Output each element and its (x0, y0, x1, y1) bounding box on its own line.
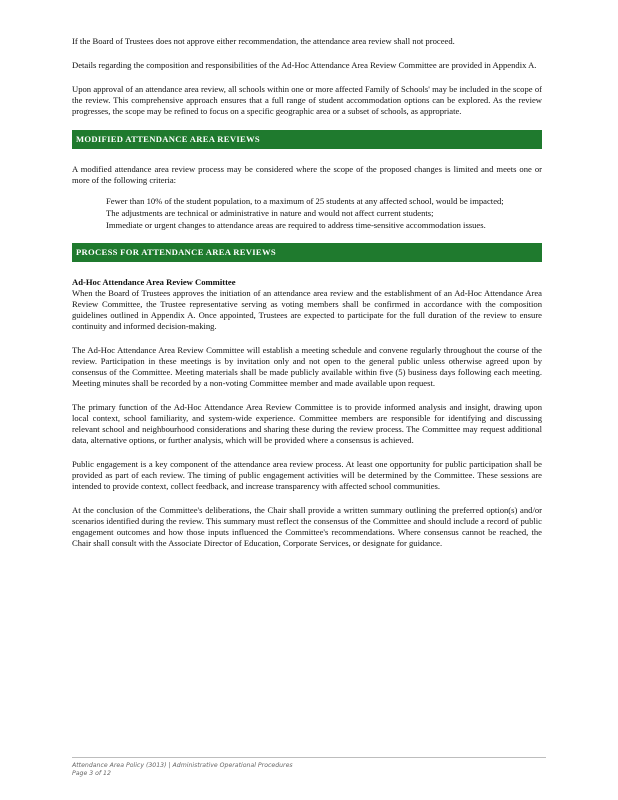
footer-divider (72, 757, 546, 758)
paragraph-conclusion: At the conclusion of the Committee's deliberations, the Chair shall provide a written summary outlining the preferred option(s) and/or scenarios identified during the review. This summary must reflect the consensus of the Committee and should include a record of public engagement outcomes and how those inputs influenced the Committee's recommendations. Where consensus cannot be reached, the Chair shall consult with the Associate Director of Education, Corporate Services, or designate for guidance. (72, 505, 542, 548)
paragraph-committee-details: Details regarding the composition and responsibilities of the Ad-Hoc Attendance Area Review Committee are provided in Appendix A. (72, 60, 537, 70)
section-header-modified-reviews: MODIFIED ATTENDANCE AREA REVIEWS (72, 130, 542, 149)
criteria-list (88, 196, 542, 231)
list-item (88, 220, 542, 231)
subheading-committee: Ad-Hoc Attendance Area Review Committee (72, 277, 236, 287)
paragraph-review-scope: Upon approval of an attendance area review, all schools within one or more affected Family of Schools' may be included in the scope of the review. This comprehensive approach ensures that a full range of student accommodation options can be explored. As the review progresses, the scope may be refined to focus on a specific geographic area or a subset of schools, as appropriate. (72, 84, 542, 116)
footer-policy-title: Attendance Area Policy (3013) | Administrative Operational Procedures (72, 762, 293, 769)
paragraph-modified-intro: A modified attendance area review process may be considered where the scope of the proposed changes is limited and meets one or more of the following criteria: (72, 164, 542, 185)
paragraph-committee-function: The primary function of the Ad-Hoc Attendance Area Review Committee is to provide informed analysis and insight, drawing upon local context, school familiarity, and system-wide experience. Committee members are responsible for identifying and discussing relevant school and neighbourhood considerations and sharing these during the review process. The Committee may request additional data, alternative options, or further analysis, which will be provided where a consensus is achieved. (72, 402, 542, 445)
section-header-process: PROCESS FOR ATTENDANCE AREA REVIEWS (72, 243, 542, 262)
paragraph-board-not-approve: If the Board of Trustees does not approve either recommendation, the attendance area review shall not proceed. (72, 36, 455, 46)
list-item-text: Fewer than 10% of the student population, to a maximum of 25 students at any affected school, would be impacted; (106, 196, 504, 206)
footer-page-number: Page 3 of 12 (72, 770, 111, 777)
page-content (72, 36, 542, 562)
page-footer (72, 762, 293, 778)
paragraph-meeting-schedule: The Ad-Hoc Attendance Area Review Committee will establish a meeting schedule and convene regularly throughout the course of the review. Participation in these meetings is by invitation only and not open to the general public unless otherwise agreed upon by consensus of the Committee. Meeting materials shall be made publicly available within five (5) business days following each meeting. Meeting minutes shall be recorded by a non-voting Committee member and made available upon request. (72, 345, 542, 388)
list-item (88, 196, 542, 207)
list-item-text: Immediate or urgent changes to attendance areas are required to address time-sensitive accommodation issues. (106, 220, 486, 230)
paragraph-public-engagement: Public engagement is a key component of the attendance area review process. At least one opportunity for public participation shall be provided as part of each review. The timing of public engagement activities will be determined by the Committee. These sessions are intended to provide context, collect feedback, and increase transparency with affected school communities. (72, 459, 542, 491)
list-item-text: The adjustments are technical or administrative in nature and would not affect current students; (106, 208, 434, 218)
list-item (88, 208, 542, 219)
paragraph-committee-initiation: When the Board of Trustees approves the initiation of an attendance area review and the establishment of an Ad-Hoc Attendance Area Review Committee, the Trustee representative serving as voting members shall be confirmed in accordance with the composition guidelines outlined in Appendix A. Once appointed, Trustees are expected to participate for the full duration of the review to ensure continuity and informed decision-making. (72, 288, 542, 331)
